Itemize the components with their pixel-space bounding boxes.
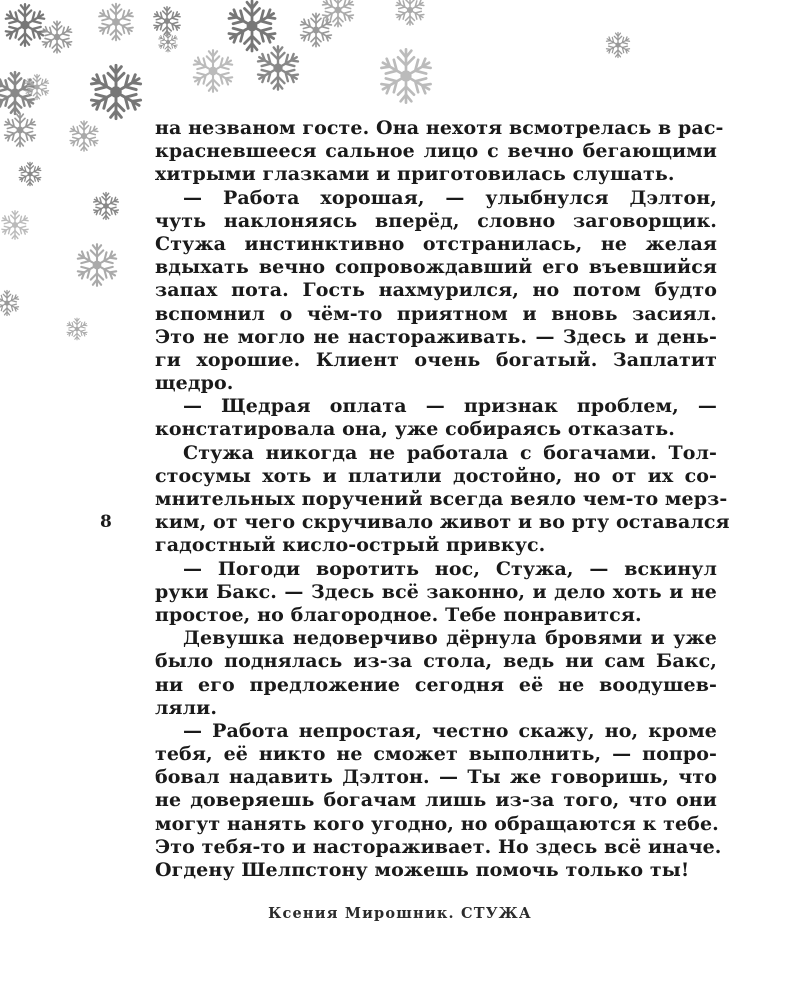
snowflake-icon — [296, 10, 336, 50]
snowflake-icon — [22, 72, 52, 102]
text-line: Это не могло не настораживать. — Здесь и день- — [155, 325, 717, 348]
text-line: бовал надавить Дэлтон. — Ты же говоришь, что — [155, 766, 717, 789]
text-line: могут нанять кого угодно, но обращаются к тебе. — [155, 812, 719, 835]
body-text — [155, 117, 730, 882]
snowflake-icon — [84, 60, 148, 124]
snowflake-icon — [16, 160, 44, 188]
text-line: на незваном госте. Она нехотя всмотрелась в рас- — [155, 117, 724, 139]
text-line: простое, но благородное. Тебе понравится. — [155, 603, 642, 626]
text-line: ким, от чего скручивало живот и во рту оставался — [155, 511, 730, 534]
text-line: гадостный кисло-острый привкус. — [155, 534, 546, 557]
snowflake-icon — [72, 240, 122, 290]
text-line: стосумы хоть и платили достойно, но от их со- — [155, 464, 717, 487]
snowflake-icon — [252, 42, 304, 94]
text-line: не доверяешь богачам лишь из-за того, что они — [155, 789, 717, 812]
snowflake-icon — [0, 110, 40, 150]
text-line: тебя, её никто не сможет выполнить, — попро- — [155, 743, 717, 766]
text-line: — Щедрая оплата — признак проблем, — — [183, 395, 717, 418]
text-line: ни его предложение сегодня её не воодушев- — [155, 673, 717, 696]
snowflake-icon — [0, 0, 50, 50]
text-line: щедро. — [155, 372, 234, 395]
text-line: констатировала она, уже собираясь отказать. — [155, 418, 675, 441]
snowflake-icon — [150, 4, 184, 38]
text-line: запах пота. Гость нахмурился, но потом будто — [155, 279, 717, 302]
text-line: Огдену Шелпстону можешь помочь только ты! — [155, 859, 690, 881]
running-footer: Ксения Мирошник. СТУЖА — [268, 905, 532, 922]
snowflake-icon — [188, 46, 238, 96]
text-line: вспомнил о чём-то приятном и вновь засиял. — [155, 302, 717, 325]
snowflake-icon — [66, 118, 102, 154]
text-line: вдыхать вечно сопровождавший его въевшийся — [155, 256, 717, 279]
snowflake-icon — [94, 0, 138, 44]
text-line: ги хорошие. Клиент очень богатый. Заплатит — [155, 348, 717, 371]
snowflake-icon — [318, 0, 358, 30]
text-line: Стужа инстинктивно отстранилась, не желая — [155, 232, 717, 255]
text-line: хитрыми глазками и приготовилась слушать. — [155, 163, 675, 186]
text-line: — Работа хорошая, — улыбнулся Дэлтон, — [183, 186, 717, 209]
text-line: красневшееся сальное лицо с вечно бегающими — [155, 140, 717, 163]
snowflake-icon — [374, 44, 438, 108]
text-line: Стужа никогда не работала с богачами. Тол- — [183, 441, 717, 464]
text-line: Девушка недоверчиво дёрнула бровями и уже — [183, 627, 717, 650]
text-line: мнительных поручений всегда веяло чем-то мерз- — [155, 488, 728, 510]
text-line: — Погоди воротить нос, Стужа, — вскинул — [183, 557, 717, 580]
snowflake-icon — [0, 68, 40, 118]
snowflake-icon — [90, 190, 122, 222]
snowflake-icon — [603, 30, 633, 60]
snowflake-icon — [38, 18, 76, 56]
text-line: Это тебя-то и настораживает. Но здесь всё иначе. — [155, 835, 722, 858]
page-number: 8 — [100, 512, 112, 532]
snowflake-icon — [222, 0, 282, 56]
text-line: руки Бакс. — Здесь всё законно, и дело хоть и не — [155, 580, 717, 603]
snowflake-icon — [156, 30, 180, 54]
snowflake-icon — [0, 208, 32, 242]
text-line: — Работа непростая, честно скажу, но, кроме — [183, 719, 717, 742]
snowflake-icon — [64, 316, 90, 342]
text-line: чуть наклоняясь вперёд, словно заговорщик. — [155, 209, 717, 232]
text-line: ляли. — [155, 696, 218, 719]
text-line: было поднялась из-за стола, ведь ни сам Бакс, — [155, 650, 717, 673]
snowflake-icon — [392, 0, 428, 28]
snowflake-icon — [0, 288, 22, 318]
